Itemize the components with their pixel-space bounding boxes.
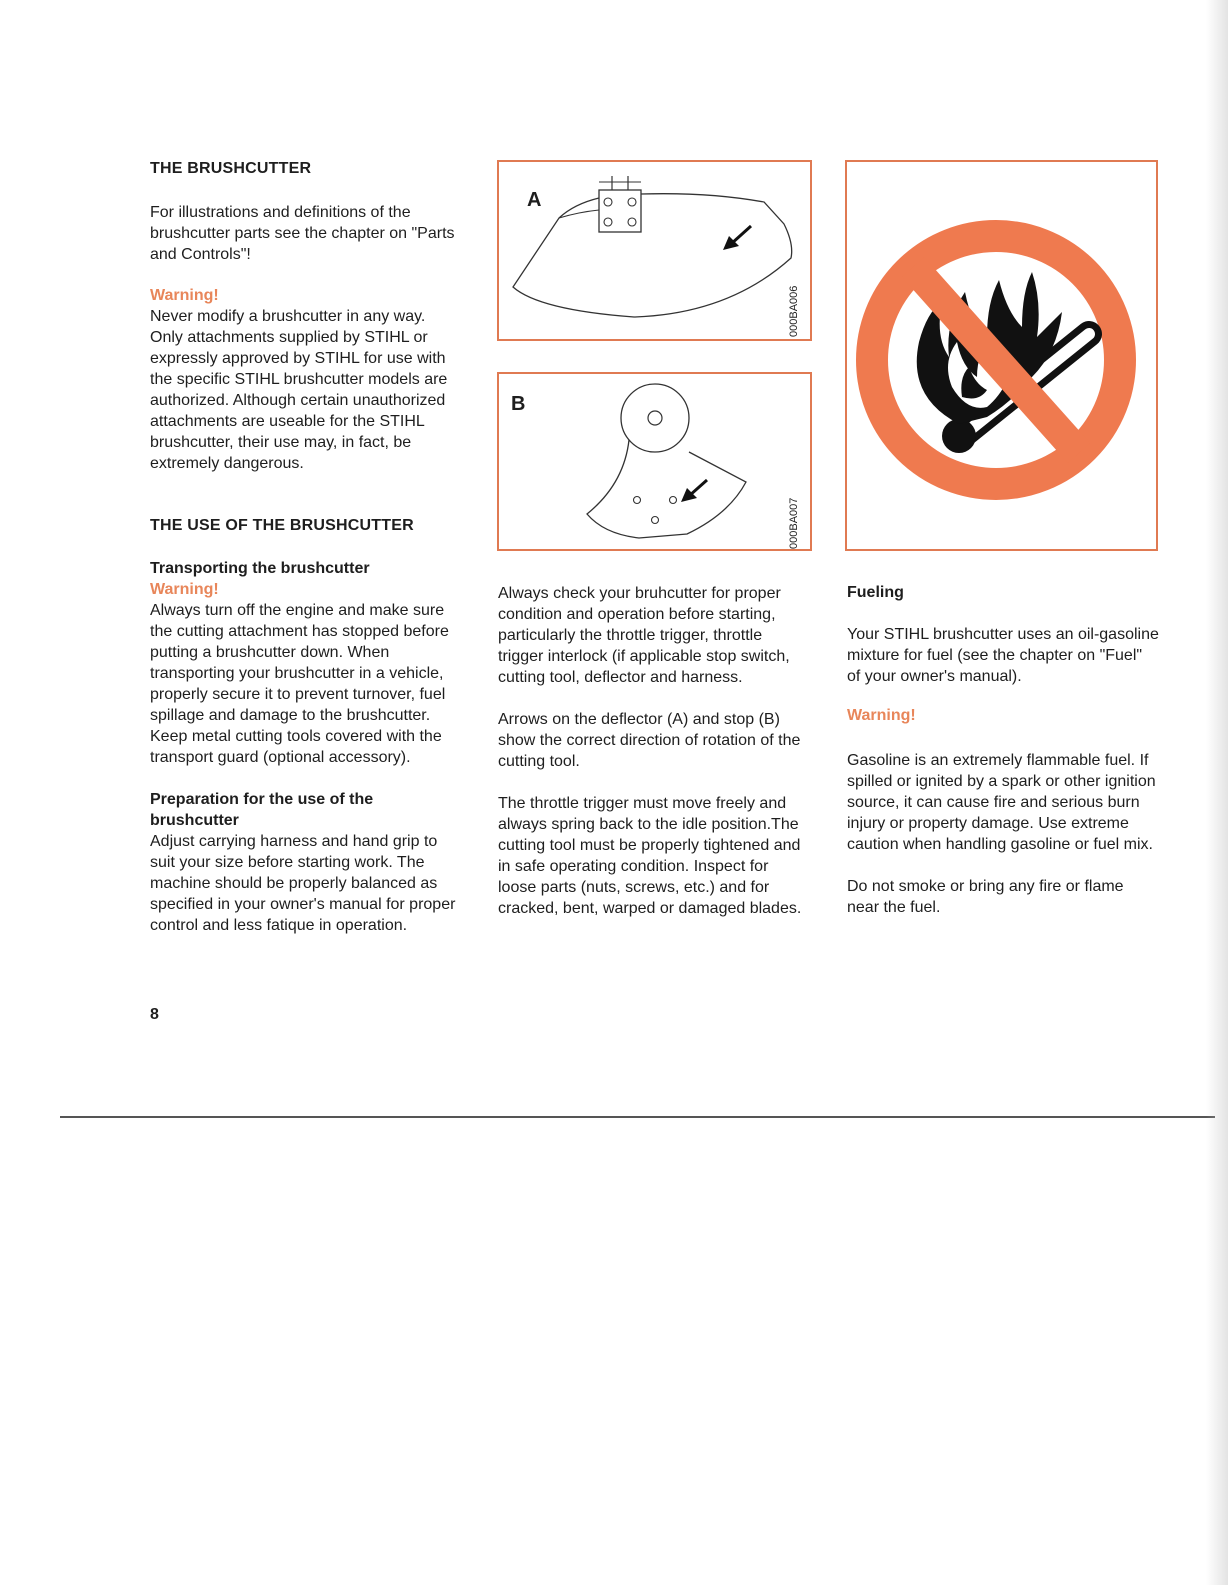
preparation-paragraph: Adjust carrying harness and hand grip to suit your size before starting work. The machine should be properly balanced as specified in your owner's manual for proper control and less fatique in operation. [150, 833, 456, 934]
warning-label: Warning! [150, 287, 219, 304]
arrows-paragraph: Arrows on the deflector (A) and stop (B) show the correct direction of rotation of the cutting tool. [498, 711, 801, 770]
heading-transporting: Transporting the brushcutter [150, 560, 370, 577]
page-divider [60, 1116, 1215, 1118]
figure-letter-b: B [511, 393, 526, 415]
fuel-paragraph: Your STIHL brushcutter uses an oil-gasoline mixture for fuel (see the chapter on "Fuel" of your owner's manual). [847, 626, 1159, 685]
stop-illustration [499, 374, 814, 553]
throttle-paragraph: The throttle trigger must move freely and always spring back to the idle position.The cutting tool must be properly tightened and in safe operating condition. Inspect for loose parts (nuts, screws, etc.) and for cracked, bent, warped or damaged blades. [498, 795, 802, 917]
figure-code-b: 000BA007 [788, 497, 800, 549]
figure-no-flame [845, 160, 1158, 551]
figure-code-a: 000BA006 [788, 285, 800, 337]
warning-label: Warning! [150, 581, 219, 598]
heading-brushcutter: THE BRUSHCUTTER [150, 160, 312, 177]
heading-preparation: Preparation for the use of the brushcutter [150, 791, 374, 829]
transport-paragraph: Always turn off the engine and make sure the cutting attachment has stopped before putting a brushcutter down. When transporting your brushcutter in a vehicle, properly secure it to prevent turnover, fuel spillage and damage to the brushcutter. Keep metal cutting tools covered with the transport guard (optional accessory). [150, 602, 449, 766]
no-open-flame-icon [847, 162, 1160, 553]
warning-label: Warning! [847, 707, 916, 724]
figure-stop-b [497, 372, 812, 551]
column-left [150, 158, 460, 936]
modify-paragraph: Never modify a brushcutter in any way. Only attachments supplied by STIHL or expressly approved by STIHL for use with the specific STIHL brushcutter models are authorized. Although certain unauthorized attachments are useable for the STIHL brushcutter, their use may, in fact, be extremely dangerous. [150, 308, 448, 472]
heading-use: THE USE OF THE BRUSHCUTTER [150, 517, 414, 534]
figure-letter-a: A [527, 189, 542, 211]
page-number: 8 [150, 1006, 159, 1023]
column-middle [498, 583, 810, 919]
page-edge-shadow [1206, 0, 1228, 1585]
figure-deflector-a [497, 160, 812, 341]
intro-paragraph: For illustrations and definitions of the brushcutter parts see the chapter on "Parts and Controls"! [150, 204, 455, 263]
heading-fueling: Fueling [847, 584, 904, 601]
column-right [847, 582, 1159, 918]
check-paragraph: Always check your bruhcutter for proper condition and operation before starting, particularly the throttle trigger, throttle trigger interlock (if applicable stop switch, cutting tool, deflector and harness. [498, 585, 790, 686]
gasoline-paragraph: Gasoline is an extremely flammable fuel. If spilled or ignited by a spark or other ignition source, it can cause fire and serious burn injury or property damage. Use extreme caution when handling gasoline or fuel mix. [847, 752, 1156, 853]
smoke-paragraph: Do not smoke or bring any fire or flame near the fuel. [847, 878, 1124, 916]
deflector-illustration [499, 162, 814, 343]
